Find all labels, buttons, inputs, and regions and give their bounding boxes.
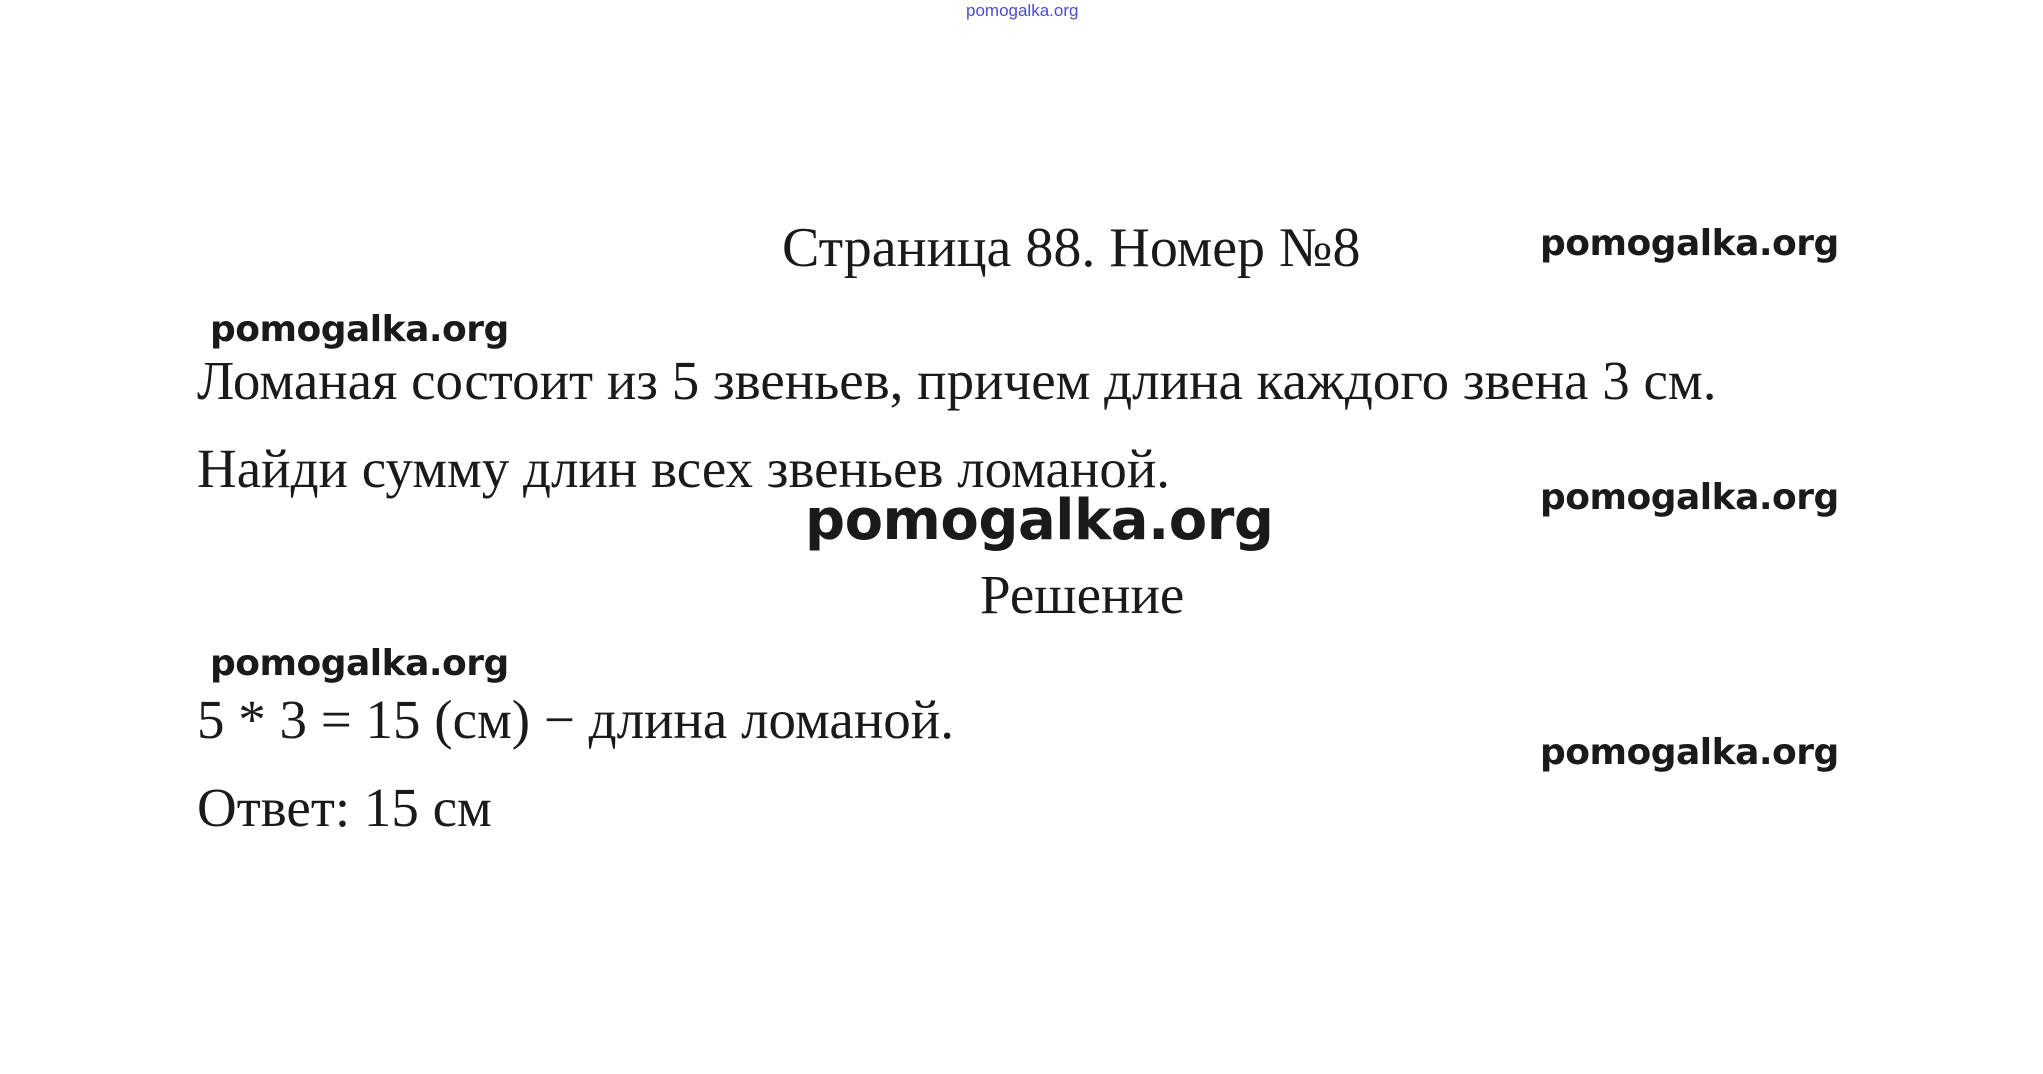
- page-title: Страница 88. Номер №8: [782, 217, 1361, 279]
- problem-text-line-1: Ломаная состоит из 5 звеньев, причем длина каждого звена 3 см.: [197, 350, 1717, 411]
- watermark-label: pomogalka.org: [1540, 223, 1839, 264]
- watermark-label: pomogalka.org: [210, 309, 509, 350]
- solution-heading: Решение: [980, 564, 1185, 625]
- watermark-label-large: pomogalka.org: [805, 488, 1274, 553]
- problem-text-line-2: Найди сумму длин всех звеньев ломаной.: [197, 438, 1171, 499]
- watermark-label: pomogalka.org: [1540, 732, 1839, 773]
- solution-equation: 5 * 3 = 15 (см) − длина ломаной.: [197, 689, 954, 750]
- answer-text: Ответ: 15 см: [197, 777, 492, 838]
- watermark-label: pomogalka.org: [1540, 477, 1839, 518]
- site-watermark-top: pomogalka.org: [966, 1, 1079, 20]
- watermark-label: pomogalka.org: [210, 643, 509, 684]
